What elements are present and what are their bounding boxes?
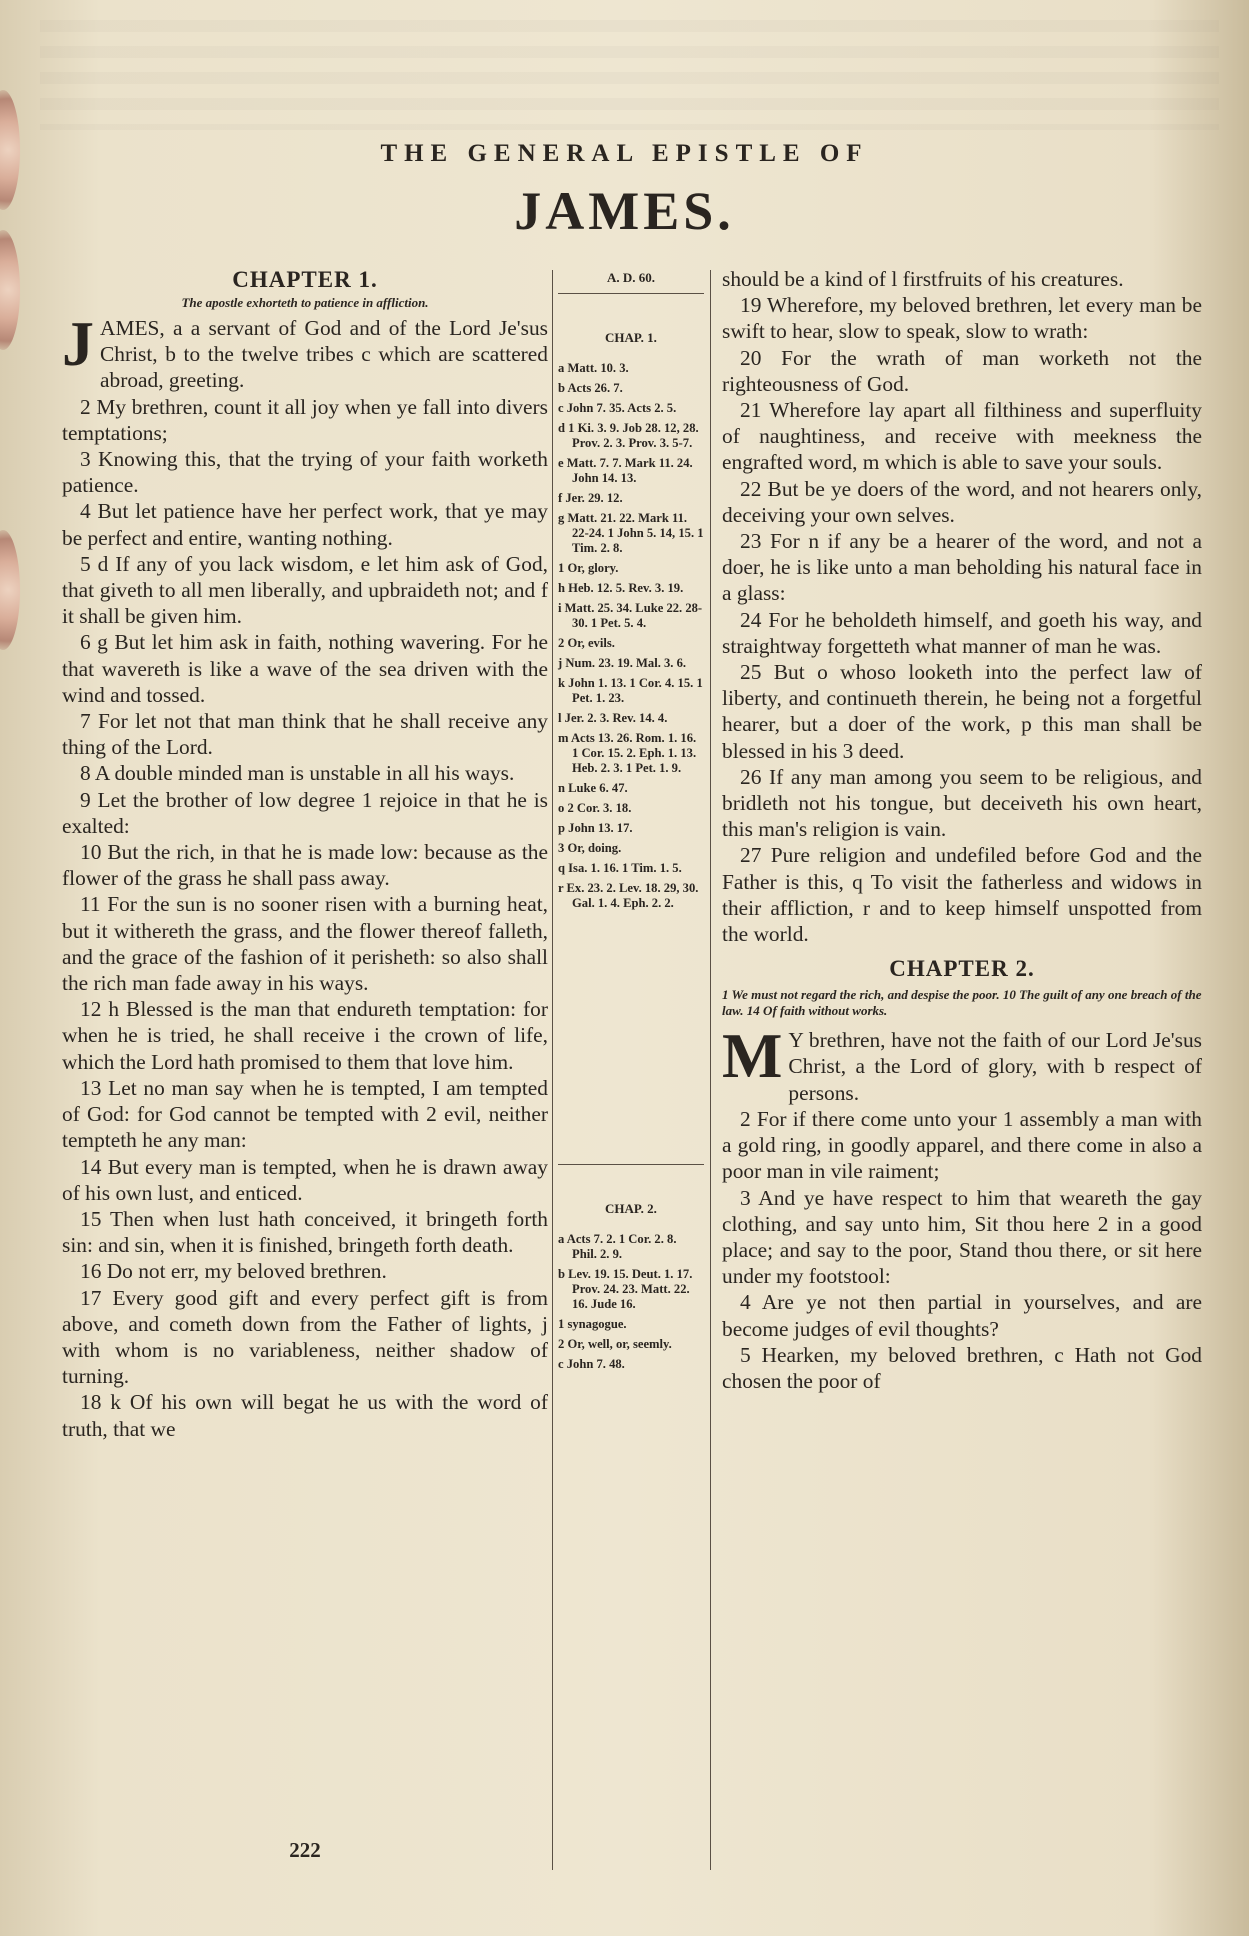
reference-column [558,266,704,1377]
verse: 8 A double minded man is unstable in all his ways. [80,761,515,786]
bleed-through-text [40,20,1219,130]
cross-reference: 1 Or, glory. [558,561,619,575]
thumb-index-tab[interactable] [0,230,20,350]
book-title: JAMES. [514,181,735,241]
verse: 2 My brethren, count it all joy when ye fall into divers temptations; [62,394,548,445]
cross-reference: i Matt. 25. 34. Luke 22. 28-30. 1 Pet. 5. 4. [558,601,703,630]
verse: Y brethren, have not the faith of our Lord Je'sus Christ, a the Lord of glory, with b respect of persons. [788,1028,1202,1105]
verse: 7 For let not that man think that he shall receive any thing of the Lord. [62,709,548,760]
drop-cap: J [62,308,94,379]
verse: 17 Every good gift and every perfect gift is from above, and cometh down from the Father of lights, j with whom is no variableness, neither shadow of turning. [62,1285,548,1389]
verse: 24 For he beholdeth himself, and goeth his way, and straightway forgetteth what manner of man he was. [722,607,1202,658]
cross-reference: 3 Or, doing. [558,841,622,855]
ref-chapter-label: CHAP. 2. [605,1201,657,1216]
text-column-right [722,266,1202,1394]
verse: 25 But o whoso looketh into the perfect law of liberty, and continueth therein, he being not a forgetful hearer, but a doer of the work, p this man shall be blessed in his 3 deed. [722,660,1202,763]
cross-reference: b Lev. 19. 15. Deut. 1. 17. Prov. 24. 23. Matt. 22. 16. Jude 16. [558,1267,693,1311]
verse: 2 For if there come unto your 1 assembly a man with a gold ring, in goodly apparel, and there come in also a poor man in vile raiment; [722,1106,1202,1184]
text-column-left [62,266,548,1442]
cross-reference: r Ex. 23. 2. Lev. 18. 29, 30. Gal. 1. 4. Eph. 2. 2. [558,881,699,910]
column-rule [552,270,553,1870]
page-heading: THE GENERAL EPISTLE OF [380,140,869,167]
cross-reference: 1 synagogue. [558,1317,627,1331]
cross-reference: 2 Or, evils. [558,636,615,650]
verse: 3 And ye have respect to him that weareth the gay clothing, and say unto him, Sit thou here 2 in a good place; and say to the poor, Stand thou there, or sit here under my footstool: [722,1185,1202,1289]
verse: should be a kind of l firstfruits of his creatures. [722,267,1124,291]
verse: 15 Then when lust hath conceived, it bringeth forth sin: and sin, when it is finished, bringeth forth death. [62,1206,548,1258]
cross-reference-list [558,361,704,911]
ref-chapter-label: CHAP. 1. [605,330,657,345]
cross-reference: c John 7. 35. Acts 2. 5. [558,401,677,415]
cross-reference: o 2 Cor. 3. 18. [558,801,632,815]
verse: AMES, a a servant of God and of the Lord Je'sus Christ, b to the twelve tribes c which are scattered abroad, greeting. [100,316,548,393]
cross-reference: m Acts 13. 26. Rom. 1. 16. 1 Cor. 15. 2. Eph. 1. 13. Heb. 2. 3. 1 Pet. 1. 9. [558,731,697,775]
chapter-summary: The apostle exhorteth to patience in affliction. [181,295,429,310]
verse: 14 But every man is tempted, when he is drawn away of his own lust, and enticed. [62,1154,548,1205]
cross-reference: a Acts 7. 2. 1 Cor. 2. 8. Phil. 2. 9. [558,1232,677,1261]
page-number: 222 [289,1838,321,1862]
cross-reference: d 1 Ki. 3. 9. Job 28. 12, 28. Prov. 2. 3. Prov. 3. 5-7. [558,421,699,450]
verse-list [62,308,548,1442]
chapter-summary: 1 We must not regard the rich, and despise the poor. 10 The guilt of any one breach of the law. 14 Of faith without works. [722,987,1202,1019]
verse-list [722,266,1202,947]
cross-reference-list [558,1232,704,1372]
cross-reference: a Matt. 10. 3. [558,361,629,375]
thumb-index-tab[interactable] [0,530,20,650]
cross-reference: j Num. 23. 19. Mal. 3. 6. [558,656,687,670]
verse: 19 Wherefore, my beloved brethren, let every man be swift to hear, slow to speak, slow to wrath: [722,293,1202,344]
cross-reference: h Heb. 12. 5. Rev. 3. 19. [558,581,684,595]
cross-reference: n Luke 6. 47. [558,781,628,795]
cross-reference: 2 Or, well, or, seemly. [558,1337,672,1351]
verse: 4 But let patience have her perfect work, that ye may be perfect and entire, wanting nothing. [62,499,548,550]
drop-cap: M [722,1020,783,1092]
verse-list [722,1020,1202,1394]
cross-reference: e Matt. 7. 7. Mark 11. 24. John 14. 13. [558,456,693,485]
verse: 22 But be ye doers of the word, and not hearers only, deceiving your own selves. [722,476,1202,527]
cross-reference: p John 13. 17. [558,821,633,835]
cross-reference: g Matt. 21. 22. Mark 11. 22-24. 1 John 5. 14, 15. 1 Tim. 2. 8. [558,511,704,555]
verse: 16 Do not err, my beloved brethren. [80,1259,387,1284]
chapter-heading: CHAPTER 1. [232,267,378,292]
verse: 20 For the wrath of man worketh not the righteousness of God. [722,345,1202,396]
verse: 10 But the rich, in that he is made low: because as the flower of the grass he shall pass away. [62,840,548,891]
ref-rule [558,293,704,294]
verse: 6 g But let him ask in faith, nothing wavering. For he that wavereth is like a wave of the sea driven with the wind and tossed. [62,630,548,707]
verse: 5 d If any of you lack wisdom, e let him ask of God, that giveth to all men liberally, and upbraideth not; and f it shall be given him. [62,551,548,629]
verse: 11 For the sun is no sooner risen with a burning heat, but it withereth the grass, and the flower thereof falleth, and the grace of the fashion of it perisheth: so also shall the rich man fade away in his ways. [62,892,548,996]
date-label: A. D. 60. [606,270,656,285]
verse: 26 If any man among you seem to be religious, and bridleth not his tongue, but deceiveth his own heart, this man's religion is vain. [722,764,1202,842]
verse: 21 Wherefore lay apart all filthiness and superfluity of naughtiness, and receive with meekness the engrafted word, m which is able to save your souls. [722,398,1202,475]
verse: 27 Pure religion and undefiled before God and the Father is this, q To visit the fatherless and widows in their affliction, r and to keep himself unspotted from the world. [722,843,1202,947]
verse: 9 Let the brother of low degree 1 rejoice in that he is exalted: [62,787,548,838]
cross-reference: k John 1. 13. 1 Cor. 4. 15. 1 Pet. 1. 23. [558,676,703,705]
verse: 3 Knowing this, that the trying of your faith worketh patience. [62,447,548,498]
cross-reference: l Jer. 2. 3. Rev. 14. 4. [558,711,668,725]
cross-reference: f Jer. 29. 12. [558,491,623,505]
column-rule [710,270,711,1870]
ref-rule [558,1164,704,1165]
verse: 12 h Blessed is the man that endureth temptation: for when he is tried, he shall receive i the crown of life, which the Lord hath promised to them that love him. [62,997,548,1074]
cross-reference: b Acts 26. 7. [558,381,623,395]
chapter-heading: CHAPTER 2. [889,956,1035,982]
verse: 18 k Of his own will begat he us with the word of truth, that we [62,1390,548,1441]
verse: 13 Let no man say when he is tempted, I am tempted of God: for God cannot be tempted with 2 evil, neither tempteth he any man: [62,1075,548,1153]
verse: 4 Are ye not then partial in yourselves, and are become judges of evil thoughts? [722,1290,1202,1341]
cross-reference: q Isa. 1. 16. 1 Tim. 1. 5. [558,861,682,875]
verse: 5 Hearken, my beloved brethren, c Hath not God chosen the poor of [722,1342,1202,1393]
verse: 23 For n if any be a hearer of the word, and not a doer, he is like unto a man beholding his natural face in a glass: [722,529,1202,606]
cross-reference: c John 7. 48. [558,1357,625,1371]
